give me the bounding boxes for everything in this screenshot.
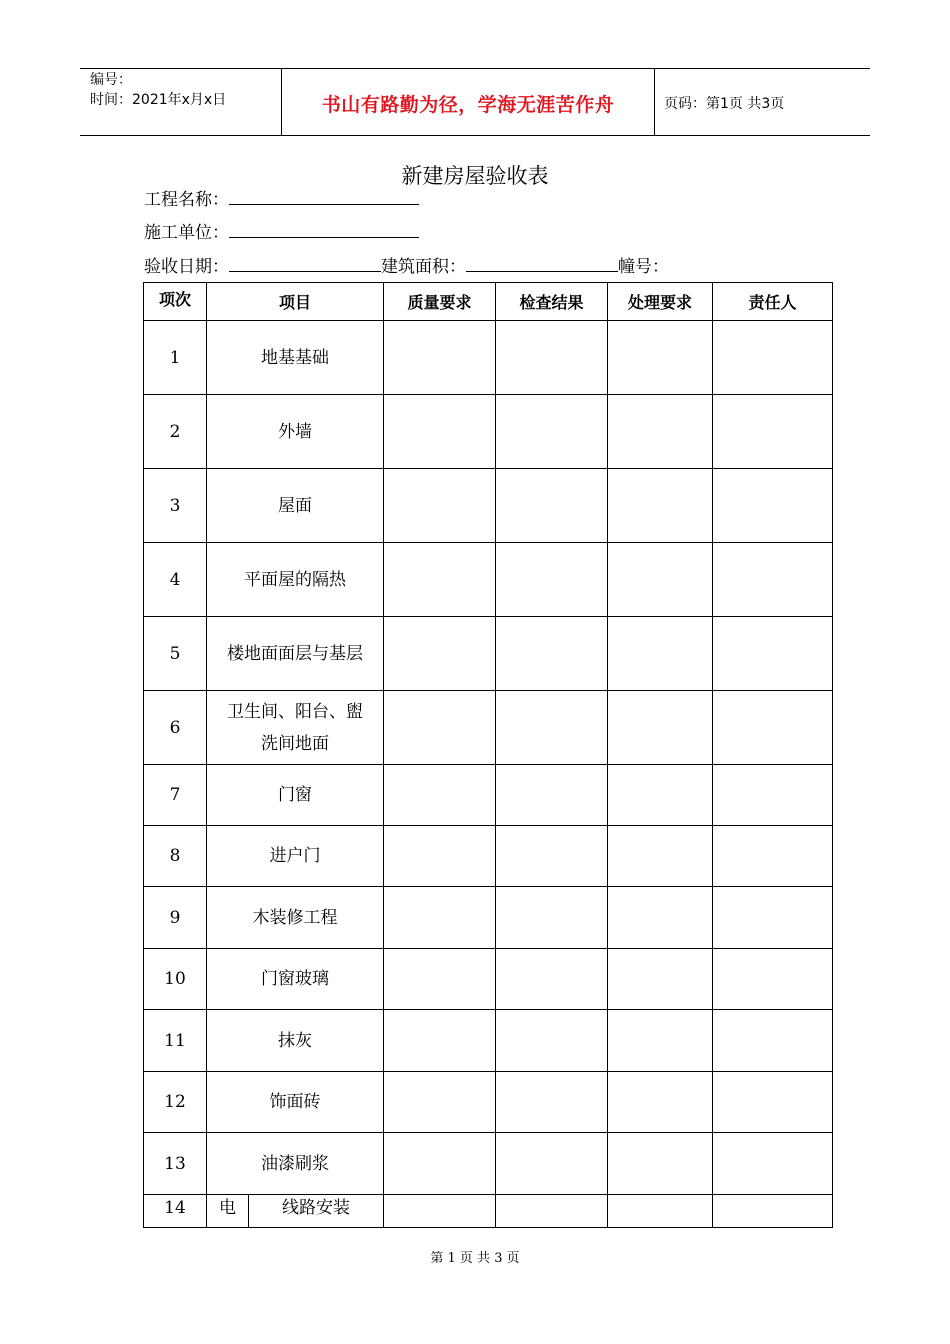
row-item-split <box>207 1195 384 1228</box>
handling-cell[interactable] <box>608 469 713 543</box>
handling-cell[interactable] <box>608 1010 713 1072</box>
responsible-cell[interactable] <box>713 691 833 765</box>
handling-cell[interactable] <box>608 826 713 887</box>
col-header-quality: 质量要求 <box>384 283 496 321</box>
row-number: 7 <box>144 765 207 826</box>
quality-cell[interactable] <box>384 469 496 543</box>
row-number: 11 <box>144 1010 207 1072</box>
header-motto: 书山有路勤为径，学海无涯苦作舟 <box>321 94 615 116</box>
row-number: 4 <box>144 543 207 617</box>
result-cell[interactable] <box>496 617 608 691</box>
handling-cell[interactable] <box>608 395 713 469</box>
result-cell[interactable] <box>496 1195 608 1228</box>
handling-cell[interactable] <box>608 617 713 691</box>
responsible-cell[interactable] <box>713 887 833 949</box>
row-item: 外墙 <box>207 395 384 469</box>
row-item: 进户门 <box>207 826 384 887</box>
building-no-label: 幢号： <box>618 257 669 277</box>
header-top-rule <box>80 68 870 69</box>
responsible-cell[interactable] <box>713 395 833 469</box>
construction-unit-field <box>144 218 419 243</box>
page-title: 新建房屋验收表 <box>401 164 549 188</box>
col-header-result: 检查结果 <box>496 283 608 321</box>
table-row <box>144 469 833 543</box>
responsible-cell[interactable] <box>713 469 833 543</box>
quality-cell[interactable] <box>384 395 496 469</box>
result-cell[interactable] <box>496 887 608 949</box>
result-cell[interactable] <box>496 1010 608 1072</box>
handling-cell[interactable] <box>608 691 713 765</box>
row-item: 门窗玻璃 <box>207 949 384 1010</box>
row-number: 6 <box>144 691 207 765</box>
table-header-row <box>144 283 833 321</box>
table-row <box>144 765 833 826</box>
row-item: 抹灰 <box>207 1010 384 1072</box>
row-item: 楼地面面层与基层 <box>207 617 384 691</box>
row-item: 线路安装 <box>282 1198 350 1218</box>
responsible-cell[interactable] <box>713 1010 833 1072</box>
row-number: 13 <box>144 1133 207 1195</box>
result-cell[interactable] <box>496 826 608 887</box>
result-cell[interactable] <box>496 1133 608 1195</box>
quality-cell[interactable] <box>384 1133 496 1195</box>
result-cell[interactable] <box>496 691 608 765</box>
row-number: 12 <box>144 1072 207 1133</box>
responsible-cell[interactable] <box>713 949 833 1010</box>
responsible-cell[interactable] <box>713 765 833 826</box>
construction-unit-label: 施工单位： <box>144 223 229 243</box>
header-time-label: 时间：2021年x月x日 <box>90 92 227 108</box>
quality-cell[interactable] <box>384 765 496 826</box>
result-cell[interactable] <box>496 395 608 469</box>
quality-cell[interactable] <box>384 543 496 617</box>
quality-cell[interactable] <box>384 321 496 395</box>
row-item: 平面屋的隔热 <box>207 543 384 617</box>
handling-cell[interactable] <box>608 1072 713 1133</box>
row-number: 5 <box>144 617 207 691</box>
row-number: 3 <box>144 469 207 543</box>
handling-cell[interactable] <box>608 1133 713 1195</box>
table-row <box>144 395 833 469</box>
responsible-cell[interactable] <box>713 1133 833 1195</box>
row-number: 14 <box>144 1195 207 1228</box>
responsible-cell[interactable] <box>713 617 833 691</box>
handling-cell[interactable] <box>608 765 713 826</box>
header-bottom-rule <box>80 135 870 136</box>
table-row <box>144 691 833 765</box>
building-area-label: 建筑面积： <box>381 257 466 277</box>
page-footer: 第 1 页 共 3 页 <box>430 1251 520 1266</box>
result-cell[interactable] <box>496 543 608 617</box>
quality-cell[interactable] <box>384 1072 496 1133</box>
quality-cell[interactable] <box>384 826 496 887</box>
building-area-blank[interactable] <box>466 254 618 272</box>
quality-cell[interactable] <box>384 949 496 1010</box>
project-name-blank[interactable] <box>229 187 419 205</box>
table-row <box>144 321 833 395</box>
header-meta <box>90 70 226 110</box>
table-row <box>144 1010 833 1072</box>
result-cell[interactable] <box>496 321 608 395</box>
header-divider <box>654 68 655 135</box>
row-item: 门窗 <box>207 765 384 826</box>
table-row <box>144 1072 833 1133</box>
row-item: 饰面砖 <box>207 1072 384 1133</box>
table-row <box>144 826 833 887</box>
row-item: 木装修工程 <box>207 887 384 949</box>
responsible-cell[interactable] <box>713 321 833 395</box>
row-number: 2 <box>144 395 207 469</box>
handling-cell[interactable] <box>608 1195 713 1228</box>
row-number: 10 <box>144 949 207 1010</box>
handling-cell[interactable] <box>608 543 713 617</box>
quality-cell[interactable] <box>384 617 496 691</box>
row-number: 1 <box>144 321 207 395</box>
quality-cell[interactable] <box>384 887 496 949</box>
quality-cell[interactable] <box>384 691 496 765</box>
table-row <box>144 617 833 691</box>
project-name-label: 工程名称： <box>144 190 229 210</box>
handling-cell[interactable] <box>608 949 713 1010</box>
handling-cell[interactable] <box>608 321 713 395</box>
table-row <box>144 1133 833 1195</box>
col-header-item: 项目 <box>207 283 384 321</box>
result-cell[interactable] <box>496 949 608 1010</box>
quality-cell[interactable] <box>384 1010 496 1072</box>
row-item-prefix: 电 <box>207 1195 249 1227</box>
row-item: 卫生间、阳台、盥洗间地面 <box>207 691 384 765</box>
acceptance-table <box>143 282 833 1228</box>
responsible-cell[interactable] <box>713 543 833 617</box>
row-item: 油漆刷浆 <box>207 1133 384 1195</box>
acceptance-date-label: 验收日期： <box>144 257 229 277</box>
result-cell[interactable] <box>496 1072 608 1133</box>
row-item: 屋面 <box>207 469 384 543</box>
responsible-cell[interactable] <box>713 1072 833 1133</box>
header-page-info: 页码：第1页 共3页 <box>664 96 785 112</box>
responsible-cell[interactable] <box>713 826 833 887</box>
handling-cell[interactable] <box>608 887 713 949</box>
col-header-no: 项次 <box>144 283 207 321</box>
table-row <box>144 543 833 617</box>
construction-unit-blank[interactable] <box>229 220 419 238</box>
quality-cell[interactable] <box>384 1195 496 1228</box>
acceptance-date-row <box>144 252 669 277</box>
project-name-field <box>144 185 419 210</box>
col-header-handling: 处理要求 <box>608 283 713 321</box>
row-number: 9 <box>144 887 207 949</box>
result-cell[interactable] <box>496 469 608 543</box>
acceptance-date-blank[interactable] <box>229 254 381 272</box>
row-item: 地基基础 <box>207 321 384 395</box>
col-header-responsible: 责任人 <box>713 283 833 321</box>
responsible-cell[interactable] <box>713 1195 833 1228</box>
row-number: 8 <box>144 826 207 887</box>
table-row <box>144 887 833 949</box>
table-row <box>144 1195 833 1228</box>
header-number-label: 编号： <box>90 72 132 88</box>
result-cell[interactable] <box>496 765 608 826</box>
table-row <box>144 949 833 1010</box>
